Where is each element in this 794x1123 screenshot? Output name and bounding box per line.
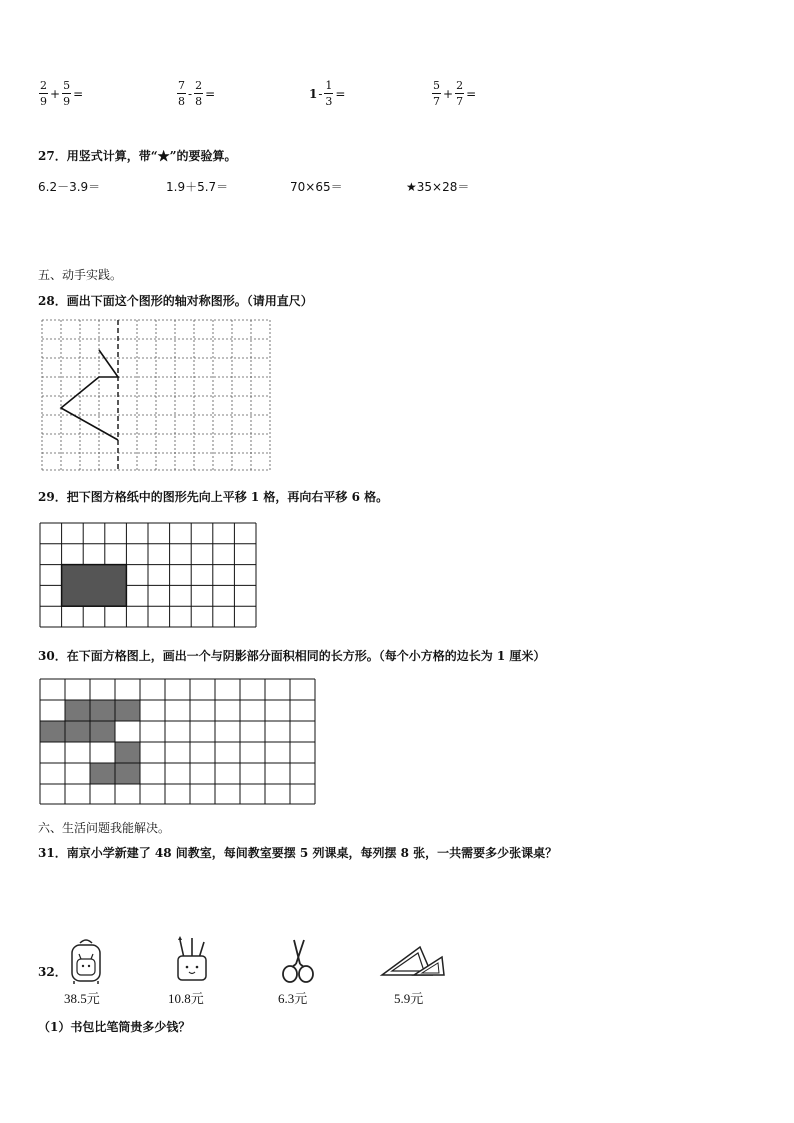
fraction: $\frac{2}{8}$ [195,79,203,108]
fraction-expr-2: $\frac{7}{8}$ - $\frac{2}{8}$ = [178,79,216,108]
fraction: $\frac{7}{8}$ [178,79,185,108]
fraction: $\frac{1}{3}$ [325,79,333,108]
q27-title: 27．用竖式计算，带“★”的要验算。 [38,149,237,163]
q27-item-2: 1.9＋5.7＝ [166,180,229,194]
q28-figure [61,350,118,440]
scissors-price: 6.3元 [278,991,308,1006]
q32-number: 32． [38,965,67,979]
q30-grid[interactable] [40,679,318,807]
backpack-icon [66,937,106,985]
q29-title: 29．把下图方格纸中的图形先向上平移 1 格，再向右平移 6 格。 [38,490,389,504]
q28-title: 28．画出下面这个图形的轴对称图形。（请用直尺） [38,294,313,308]
fraction: $\frac{5}{7}$ [433,79,440,108]
backpack-price: 38.5元 [64,991,100,1006]
q27-item-4: ★35×28＝ [406,180,470,194]
fraction: $\frac{2}{9}$ [40,79,47,108]
fraction: $\frac{5}{9}$ [63,79,71,108]
section-5-title: 五、动手实践。 [38,268,123,282]
q29-shaded-rectangle [62,565,127,607]
fraction-expr-4: $\frac{5}{7}$ + $\frac{2}{7}$ = [433,79,477,108]
q27-item-1: 6.2－3.9＝ [38,180,101,194]
pencil-holder-icon [172,936,212,984]
fraction-expr-3: 1 - $\frac{1}{3}$ = [309,79,346,108]
fraction: $\frac{2}{7}$ [456,79,464,108]
q28-grid[interactable] [42,320,274,472]
q27-item-3: 70×65＝ [290,180,343,194]
triangle-ruler-icon [380,945,446,979]
q30-title: 30．在下面方格图上，画出一个与阴影部分面积相同的长方形。（每个小方格的边长为 1 厘米） [38,649,546,663]
triangle-ruler-price: 5.9元 [394,991,424,1006]
q29-grid[interactable] [40,523,258,629]
q32-sub-1: （1）书包比笔筒贵多少钱？ [38,1020,191,1034]
scissors-icon [280,938,316,984]
pencil-holder-price: 10.8元 [168,991,204,1006]
section-6-title: 六、生活问题我能解决。 [38,821,171,835]
fraction-expr-1: $\frac{2}{9}$ + $\frac{5}{9}$ = [40,79,84,108]
q31-title: 31．南京小学新建了 48 间教室，每间教室要摆 5 列课桌，每列摆 8 张，一共需要多少张课桌？ [38,846,558,860]
